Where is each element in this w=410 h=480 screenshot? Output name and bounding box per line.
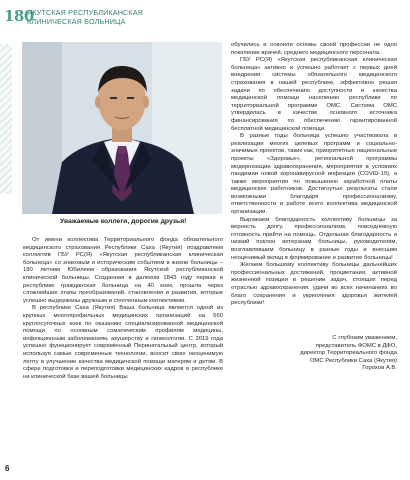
greeting-heading: Уважаемые коллеги, дорогие друзья! — [60, 218, 187, 225]
signature-line: представитель ФОМС в ДФО, — [315, 342, 397, 349]
article-right-column — [231, 42, 397, 308]
signature-line: директор Территориального фонда — [300, 350, 397, 357]
article-paragraph: В республике Саха (Якутия) Ваша больница является одной из крупных многопрофильных медицинских организаций на 560 круглосуточных коек по оказанию специализированной медицинской помощи по основным соматическим профилям медицины, инфекционным заболеваниям, акушерству и гинекологии. С 2019 года успешно функционирует современный Перинатальный центр, который используя самые современные технологии, вносит свою неоценимую лепту в улучшение качества медицинской помощи матерям и детям. В сфере подготовки и переподготовки медицинских кадров в республике на клинической базе вашей больницы — [23, 305, 223, 380]
decorative-stripe — [0, 44, 12, 194]
signature-line: ОМС Республики Саха (Якутия) — [309, 357, 397, 364]
portrait-illustration — [22, 42, 222, 214]
signature-line: С глубоким уважением, — [332, 335, 397, 341]
signature-block — [231, 335, 397, 373]
article-paragraph: Желаем большому коллективу больницы дальнейших профессиональных достижений, процветания, активной жизненной позиции в решении задач, стоящих перед отраслью здравоохранения, удачи во всех начинаниях во благо сохранения и укрепления здоровья жителей республики! — [231, 262, 397, 307]
signature-name: Горохов А.В. — [362, 365, 397, 372]
article-left-column — [23, 237, 223, 381]
page-number: 6 — [5, 464, 10, 473]
director-portrait-photo — [22, 42, 222, 214]
article-paragraph: ГБУ РС(Я) «Якутская республиканская клиническая больница» активно и успешно работает с первых дней внедрения системы обязательного медицинского страхования в нашей республике, эффективно решая задачи по обеспечению доступности и качества медицинской помощи населению республики по территориальной программе ОМС. Система ОМС утвердилась в качестве основного источника финансирования по обеспечению гарантированной бесплатной медицинской помощи. — [231, 57, 397, 132]
article-paragraph: В разные годы больница успешно участвовала в реализации многих целевых программ и социально-значимых проектов, таких как, приоритетные национальные проекты «Здоровье», региональной программы модернизации здравоохранения, мероприятия в условиях пандемии новой коронавирусной инфекции (COVID-19), а также мероприятия по повышению заработной платы медицинских работников. Достигнутые результаты стали возможными благодаря профессионализму, ответственности и работе всего коллектива медицинской организации. — [231, 133, 397, 216]
article-paragraph: Выражаем благодарность коллективу больницы за верность долгу, профессионализм, повседневную готовность прийти на помощь. Отдельная благодарность и низкий поклон ветеранам больницы, руководителям, возглавлявшим больницу в разные годы и внесшим неоценимый вклад в формирование и развитие больницы! — [231, 216, 397, 261]
logo-180-mark: 180 — [4, 7, 34, 25]
article-paragraph: обучились и освоили основы своей профессии не одно поколение врачей, среднего медицинского персонала. — [231, 42, 397, 56]
header-title-line1: ЯКУТСКАЯ РЕСПУБЛИКАНСКАЯ — [27, 8, 144, 17]
header-title-line2: КЛИНИЧЕСКАЯ БОЛЬНИЦА — [27, 17, 126, 26]
article-paragraph: От имени коллектива Территориального фонда обязательного медицинского страхования Республики Саха (Якутия) поздравляем коллектив ГБУ РС(Я) «Якутская республиканская клиническая больница» со знаковым и историческим событием в жизни больницы – 180 летним Юбилеем образования Якутской республиканской клинической больницы. Созданная в далеком 1843 году первая в республике гражданская больница на 40 коек, прошла через сложнейшие этапы преобразований, становления и развития, которые успешно выдержаны дружным и сплоченным коллективом. — [23, 237, 223, 304]
page-header — [0, 0, 410, 40]
